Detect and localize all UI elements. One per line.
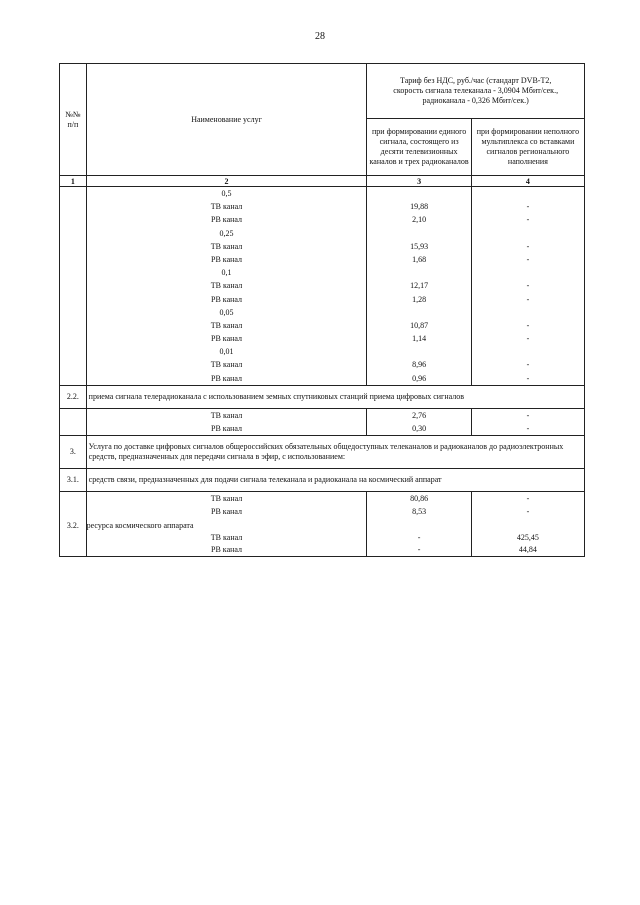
value-cell: -	[526, 373, 530, 383]
value-cell	[472, 266, 584, 279]
section-3-1-3-2-num-cell	[60, 492, 87, 556]
value-cell: -	[526, 507, 530, 517]
list-item: РВ канал	[211, 544, 243, 554]
value-cell: -	[526, 281, 530, 291]
value-cell	[472, 187, 584, 200]
value-cell	[367, 227, 470, 240]
value-cell: 2,76	[412, 410, 427, 420]
section-2-2-col3	[367, 408, 471, 435]
value-cell	[472, 345, 584, 358]
section-2-2-col4	[471, 408, 584, 435]
value-cell: 2,10	[412, 215, 427, 225]
value-cell	[472, 227, 584, 240]
list-item: 0,05	[219, 307, 234, 317]
section-2-2-num: 2.2.	[60, 385, 87, 408]
section-3-2-num: 3.2.	[66, 520, 79, 530]
header-tariff-title: Тариф без НДС, руб./час (стандарт DVB-T2, скорость сигнала телеканала - 3,0904 Мбит/сек., радиоканала - 0,326 Мбит/сек.)	[367, 64, 585, 119]
value-cell: -	[526, 334, 530, 344]
value-cell: -	[526, 215, 530, 225]
value-cell: -	[526, 360, 530, 370]
section-2-2-text: приема сигнала телерадиоканала с использованием земных спутниковых станций приема цифровых сигналов	[86, 385, 584, 408]
section-3-1-text: средств связи, предназначенных для подачи сигнала телеканала и радиоканала на космический аппарат	[86, 469, 584, 492]
list-item: ТВ канал	[210, 202, 243, 212]
index-1: 1	[60, 176, 87, 187]
value-cell	[367, 266, 470, 279]
section-3-names	[86, 492, 367, 556]
value-cell: -	[526, 202, 530, 212]
list-item: ТВ канал	[210, 320, 243, 330]
list-item: РВ канал	[211, 254, 243, 264]
list-item: РВ канал	[211, 294, 243, 304]
header-col-num: №№ п/п	[60, 64, 87, 176]
list-item: 0,01	[219, 347, 234, 357]
list-item: ТВ канал	[210, 281, 243, 291]
section-3-2-text: ресурса космического аппарата	[86, 520, 194, 530]
value-cell: 1,28	[412, 294, 427, 304]
tariff-table	[59, 63, 585, 557]
header-col-name: Наименование услуг	[86, 64, 367, 176]
section-2-2-empty	[60, 408, 87, 435]
block1-names	[86, 187, 367, 386]
section-2-2-names	[86, 408, 367, 435]
value-cell: 15,93	[410, 241, 429, 251]
section-3-1-num: 3.1.	[60, 469, 87, 492]
value-cell	[367, 345, 470, 358]
value-cell: -	[417, 544, 421, 554]
header-col3: при формировании единого сигнала, состоящего из десяти телевизионных каналов и трех радиоканалов	[367, 119, 471, 176]
value-cell: 10,87	[410, 320, 429, 330]
value-cell: -	[526, 294, 530, 304]
index-2: 2	[86, 176, 367, 187]
index-4: 4	[471, 176, 584, 187]
list-item: ТВ канал	[210, 241, 243, 251]
value-cell: 1,68	[412, 254, 427, 264]
list-item: 0,25	[219, 228, 234, 238]
list-item: РВ канал	[211, 424, 243, 433]
value-cell: 0,96	[412, 373, 427, 383]
value-cell	[367, 187, 470, 200]
block1-num-cell	[60, 187, 87, 386]
value-cell	[472, 306, 584, 319]
list-item: 0,5	[221, 189, 232, 198]
value-cell: -	[526, 424, 530, 433]
value-cell	[367, 306, 470, 319]
list-item: ТВ канал	[210, 410, 243, 420]
section-3-col3	[367, 492, 471, 556]
value-cell: 8,96	[412, 360, 427, 370]
list-item: РВ канал	[211, 215, 243, 225]
value-cell: 80,86	[410, 494, 429, 504]
value-cell: -	[526, 410, 530, 420]
value-cell: 425,45	[516, 532, 539, 542]
value-cell: 12,17	[410, 281, 429, 291]
value-cell: -	[526, 320, 530, 330]
value-cell: 0,30	[412, 424, 427, 433]
page-number: 28	[315, 31, 325, 42]
value-cell: -	[417, 532, 421, 542]
list-item: РВ канал	[211, 373, 243, 383]
value-cell: 1,14	[412, 334, 427, 344]
index-3: 3	[367, 176, 471, 187]
header-col4: при формировании неполного мультиплекса со вставками сигналов регионального наполнения	[471, 119, 584, 176]
list-item: РВ канал	[211, 507, 243, 517]
value-cell: 8,53	[412, 507, 427, 517]
section-3-col4	[471, 492, 584, 556]
block1-col3	[367, 187, 471, 386]
value-cell: -	[526, 494, 530, 504]
list-item: 0,1	[221, 268, 232, 278]
list-item: РВ канал	[211, 334, 243, 344]
section-3-num: 3.	[60, 436, 87, 469]
section-3-text: Услуга по доставке цифровых сигналов общероссийских обязательных общедоступных телеканалов и радиоканалов до радиоэлектронных средств, предназначенных для передачи сигнала в эфир, с использованием:	[86, 436, 584, 469]
block1-col4	[471, 187, 584, 386]
list-item: ТВ канал	[210, 360, 243, 370]
list-item: ТВ канал	[210, 532, 243, 542]
list-item: ТВ канал	[210, 494, 243, 504]
value-cell: -	[526, 254, 530, 264]
value-cell: -	[526, 241, 530, 251]
value-cell: 19,88	[410, 202, 429, 212]
value-cell: 44,84	[518, 544, 537, 554]
